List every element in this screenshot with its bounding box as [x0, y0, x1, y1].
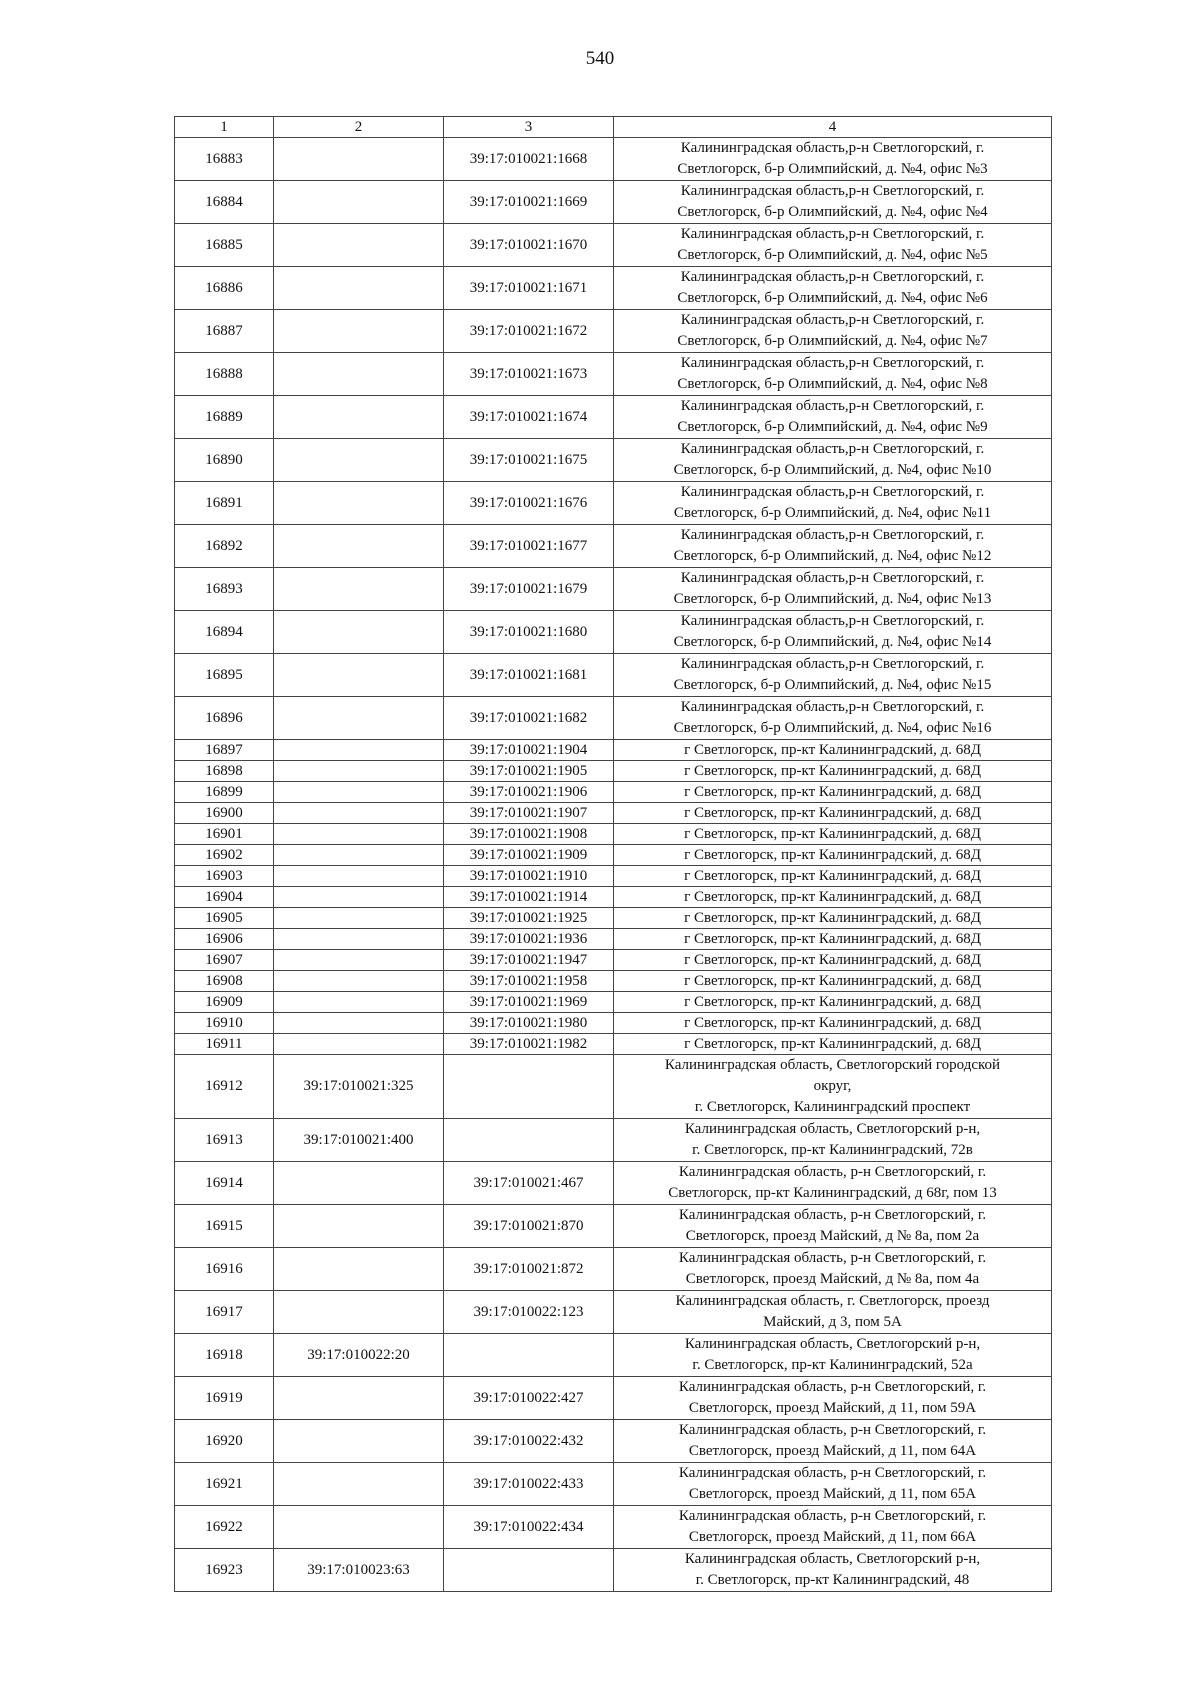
row-number-cell: 16912 — [175, 1055, 274, 1119]
address-cell: г Светлогорск, пр-кт Калининградский, д. 68Д — [614, 782, 1052, 803]
cadastral-number-cell: 39:17:010021:1925 — [444, 908, 614, 929]
row-number-cell: 16921 — [175, 1463, 274, 1506]
cadastral-number-cell: 39:17:010021:1909 — [444, 845, 614, 866]
address-cell: г Светлогорск, пр-кт Калининградский, д. 68Д — [614, 803, 1052, 824]
table-row — [175, 697, 1052, 740]
table-row — [175, 525, 1052, 568]
cadastral-number-cell — [274, 224, 444, 267]
cadastral-number-cell: 39:17:010021:1969 — [444, 992, 614, 1013]
cadastral-number-cell: 39:17:010021:1680 — [444, 611, 614, 654]
cadastral-number-cell — [274, 1205, 444, 1248]
cadastral-number-cell — [274, 1506, 444, 1549]
cadastral-number-cell — [274, 310, 444, 353]
address-cell: Калининградская область,р-н Светлогорский, г. Светлогорск, б-р Олимпийский, д. №4, офис №5 — [614, 224, 1052, 267]
table-row — [175, 310, 1052, 353]
row-number-cell: 16883 — [175, 138, 274, 181]
table-row — [175, 611, 1052, 654]
cadastral-number-cell — [274, 654, 444, 697]
cadastral-number-cell: 39:17:010021:872 — [444, 1248, 614, 1291]
cadastral-number-cell — [274, 1162, 444, 1205]
table-row — [175, 482, 1052, 525]
row-number-cell: 16888 — [175, 353, 274, 396]
cadastral-number-cell — [274, 1034, 444, 1055]
cadastral-number-cell: 39:17:010021:1676 — [444, 482, 614, 525]
cadastral-number-cell — [274, 929, 444, 950]
cadastral-number-cell: 39:17:010021:1668 — [444, 138, 614, 181]
cadastral-number-cell — [274, 138, 444, 181]
cadastral-number-cell — [274, 611, 444, 654]
row-number-cell: 16904 — [175, 887, 274, 908]
cadastral-number-cell: 39:17:010021:1671 — [444, 267, 614, 310]
table-row — [175, 1034, 1052, 1055]
cadastral-number-cell: 39:17:010021:1677 — [444, 525, 614, 568]
cadastral-number-cell — [274, 740, 444, 761]
row-number-cell: 16886 — [175, 267, 274, 310]
table-row — [175, 654, 1052, 697]
cadastral-number-cell: 39:17:010021:325 — [274, 1055, 444, 1119]
cadastral-number-cell: 39:17:010021:1682 — [444, 697, 614, 740]
address-cell: Калининградская область,р-н Светлогорский, г. Светлогорск, б-р Олимпийский, д. №4, офис №10 — [614, 439, 1052, 482]
row-number-cell: 16919 — [175, 1377, 274, 1420]
column-header: 2 — [274, 117, 444, 138]
address-cell: Калининградская область, р-н Светлогорский, г. Светлогорск, проезд Майский, д 11, пом 65А — [614, 1463, 1052, 1506]
cadastral-number-cell: 39:17:010021:1681 — [444, 654, 614, 697]
cadastral-number-cell — [274, 1463, 444, 1506]
address-cell: Калининградская область,р-н Светлогорский, г. Светлогорск, б-р Олимпийский, д. №4, офис №15 — [614, 654, 1052, 697]
cadastral-number-cell — [274, 971, 444, 992]
cadastral-number-cell — [274, 568, 444, 611]
table-row — [175, 803, 1052, 824]
row-number-cell: 16896 — [175, 697, 274, 740]
address-cell: г Светлогорск, пр-кт Калининградский, д. 68Д — [614, 845, 1052, 866]
row-number-cell: 16909 — [175, 992, 274, 1013]
row-number-cell: 16899 — [175, 782, 274, 803]
table-row — [175, 845, 1052, 866]
table-row — [175, 1549, 1052, 1592]
address-cell: Калининградская область,р-н Светлогорский, г. Светлогорск, б-р Олимпийский, д. №4, офис №16 — [614, 697, 1052, 740]
row-number-cell: 16913 — [175, 1119, 274, 1162]
cadastral-number-cell: 39:17:010021:1675 — [444, 439, 614, 482]
address-cell: Калининградская область, Светлогорский р-н, г. Светлогорск, пр-кт Калининградский, 52а — [614, 1334, 1052, 1377]
address-cell: Калининградская область, р-н Светлогорский, г. Светлогорск, проезд Майский, д № 8а, пом 2а — [614, 1205, 1052, 1248]
table-row — [175, 824, 1052, 845]
column-header: 4 — [614, 117, 1052, 138]
cadastral-number-cell: 39:17:010021:1947 — [444, 950, 614, 971]
cadastral-number-cell: 39:17:010021:1674 — [444, 396, 614, 439]
table-row — [175, 353, 1052, 396]
address-cell: Калининградская область,р-н Светлогорский, г. Светлогорск, б-р Олимпийский, д. №4, офис №7 — [614, 310, 1052, 353]
address-cell: Калининградская область,р-н Светлогорский, г. Светлогорск, б-р Олимпийский, д. №4, офис №4 — [614, 181, 1052, 224]
table-row — [175, 1055, 1052, 1119]
address-cell: Калининградская область,р-н Светлогорский, г. Светлогорск, б-р Олимпийский, д. №4, офис №9 — [614, 396, 1052, 439]
table-row — [175, 1013, 1052, 1034]
cadastral-number-cell — [274, 697, 444, 740]
cadastral-number-cell: 39:17:010022:433 — [444, 1463, 614, 1506]
cadastral-number-cell — [274, 1420, 444, 1463]
table-row — [175, 568, 1052, 611]
cadastral-number-cell — [274, 353, 444, 396]
row-number-cell: 16920 — [175, 1420, 274, 1463]
cadastral-number-cell: 39:17:010022:432 — [444, 1420, 614, 1463]
cadastral-number-cell — [274, 482, 444, 525]
registry-table-body — [175, 117, 1052, 1592]
row-number-cell: 16903 — [175, 866, 274, 887]
row-number-cell: 16901 — [175, 824, 274, 845]
cadastral-number-cell — [444, 1549, 614, 1592]
column-header: 1 — [175, 117, 274, 138]
address-cell: Калининградская область,р-н Светлогорский, г. Светлогорск, б-р Олимпийский, д. №4, офис №8 — [614, 353, 1052, 396]
cadastral-number-cell: 39:17:010021:1670 — [444, 224, 614, 267]
cadastral-number-cell: 39:17:010021:1905 — [444, 761, 614, 782]
cadastral-number-cell — [274, 1291, 444, 1334]
row-number-cell: 16900 — [175, 803, 274, 824]
address-cell: Калининградская область, р-н Светлогорский, г. Светлогорск, проезд Майский, д 11, пом 64А — [614, 1420, 1052, 1463]
table-row — [175, 1420, 1052, 1463]
cadastral-number-cell — [274, 525, 444, 568]
row-number-cell: 16884 — [175, 181, 274, 224]
address-cell: Калининградская область,р-н Светлогорский, г. Светлогорск, б-р Олимпийский, д. №4, офис №14 — [614, 611, 1052, 654]
cadastral-number-cell — [444, 1055, 614, 1119]
row-number-cell: 16891 — [175, 482, 274, 525]
row-number-cell: 16910 — [175, 1013, 274, 1034]
table-row — [175, 1205, 1052, 1248]
cadastral-number-cell: 39:17:010022:427 — [444, 1377, 614, 1420]
address-cell: г Светлогорск, пр-кт Калининградский, д. 68Д — [614, 971, 1052, 992]
address-cell: Калининградская область, Светлогорский городской округ, г. Светлогорск, Калининградский проспект — [614, 1055, 1052, 1119]
table-row — [175, 740, 1052, 761]
table-row — [175, 929, 1052, 950]
table-row — [175, 971, 1052, 992]
cadastral-number-cell: 39:17:010021:1980 — [444, 1013, 614, 1034]
cadastral-number-cell — [274, 782, 444, 803]
address-cell: Калининградская область,р-н Светлогорский, г. Светлогорск, б-р Олимпийский, д. №4, офис №11 — [614, 482, 1052, 525]
row-number-cell: 16893 — [175, 568, 274, 611]
row-number-cell: 16906 — [175, 929, 274, 950]
table-row — [175, 950, 1052, 971]
cadastral-number-cell: 39:17:010021:1910 — [444, 866, 614, 887]
row-number-cell: 16922 — [175, 1506, 274, 1549]
table-row — [175, 908, 1052, 929]
table-row — [175, 1291, 1052, 1334]
table-row — [175, 782, 1052, 803]
cadastral-number-cell: 39:17:010022:20 — [274, 1334, 444, 1377]
cadastral-number-cell — [274, 439, 444, 482]
cadastral-number-cell — [274, 887, 444, 908]
cadastral-number-cell: 39:17:010022:123 — [444, 1291, 614, 1334]
address-cell: г Светлогорск, пр-кт Калининградский, д. 68Д — [614, 887, 1052, 908]
registry-table — [174, 116, 1052, 1592]
row-number-cell: 16894 — [175, 611, 274, 654]
table-row — [175, 1377, 1052, 1420]
address-cell: Калининградская область, г. Светлогорск, проезд Майский, д 3, пом 5А — [614, 1291, 1052, 1334]
table-row — [175, 1119, 1052, 1162]
row-number-cell: 16892 — [175, 525, 274, 568]
cadastral-number-cell — [274, 845, 444, 866]
cadastral-number-cell: 39:17:010021:1669 — [444, 181, 614, 224]
address-cell: г Светлогорск, пр-кт Калининградский, д. 68Д — [614, 908, 1052, 929]
cadastral-number-cell — [274, 1377, 444, 1420]
row-number-cell: 16908 — [175, 971, 274, 992]
row-number-cell: 16887 — [175, 310, 274, 353]
address-cell: Калининградская область,р-н Светлогорский, г. Светлогорск, б-р Олимпийский, д. №4, офис №3 — [614, 138, 1052, 181]
cadastral-number-cell: 39:17:010021:1672 — [444, 310, 614, 353]
cadastral-number-cell — [274, 267, 444, 310]
address-cell: Калининградская область, р-н Светлогорский, г. Светлогорск, пр-кт Калининградский, д 68г, пом 13 — [614, 1162, 1052, 1205]
row-number-cell: 16917 — [175, 1291, 274, 1334]
row-number-cell: 16889 — [175, 396, 274, 439]
address-cell: Калининградская область,р-н Светлогорский, г. Светлогорск, б-р Олимпийский, д. №4, офис №13 — [614, 568, 1052, 611]
address-cell: Калининградская область, Светлогорский р-н, г. Светлогорск, пр-кт Калининградский, 48 — [614, 1549, 1052, 1592]
table-row — [175, 138, 1052, 181]
table-row — [175, 1248, 1052, 1291]
row-number-cell: 16898 — [175, 761, 274, 782]
row-number-cell: 16895 — [175, 654, 274, 697]
address-cell: г Светлогорск, пр-кт Калининградский, д. 68Д — [614, 1034, 1052, 1055]
cadastral-number-cell — [274, 803, 444, 824]
address-cell: г Светлогорск, пр-кт Калининградский, д. 68Д — [614, 1013, 1052, 1034]
cadastral-number-cell — [274, 824, 444, 845]
address-cell: г Светлогорск, пр-кт Калининградский, д. 68Д — [614, 866, 1052, 887]
address-cell: Калининградская область,р-н Светлогорский, г. Светлогорск, б-р Олимпийский, д. №4, офис №6 — [614, 267, 1052, 310]
row-number-cell: 16885 — [175, 224, 274, 267]
cadastral-number-cell: 39:17:010023:63 — [274, 1549, 444, 1592]
table-row — [175, 1334, 1052, 1377]
cadastral-number-cell: 39:17:010021:467 — [444, 1162, 614, 1205]
cadastral-number-cell: 39:17:010021:1673 — [444, 353, 614, 396]
cadastral-number-cell — [274, 761, 444, 782]
row-number-cell: 16914 — [175, 1162, 274, 1205]
cadastral-number-cell — [274, 396, 444, 439]
cadastral-number-cell: 39:17:010021:1982 — [444, 1034, 614, 1055]
address-cell: г Светлогорск, пр-кт Калининградский, д. 68Д — [614, 929, 1052, 950]
cadastral-number-cell: 39:17:010021:400 — [274, 1119, 444, 1162]
cadastral-number-cell — [274, 950, 444, 971]
address-cell: Калининградская область, р-н Светлогорский, г. Светлогорск, проезд Майский, д 11, пом 59А — [614, 1377, 1052, 1420]
row-number-cell: 16911 — [175, 1034, 274, 1055]
cadastral-number-cell — [274, 1013, 444, 1034]
cadastral-number-cell — [274, 866, 444, 887]
column-header: 3 — [444, 117, 614, 138]
table-row — [175, 267, 1052, 310]
cadastral-number-cell: 39:17:010021:870 — [444, 1205, 614, 1248]
cadastral-number-cell: 39:17:010021:1908 — [444, 824, 614, 845]
cadastral-number-cell: 39:17:010021:1936 — [444, 929, 614, 950]
address-cell: г Светлогорск, пр-кт Калининградский, д. 68Д — [614, 761, 1052, 782]
cadastral-number-cell: 39:17:010021:1679 — [444, 568, 614, 611]
cadastral-number-cell — [444, 1119, 614, 1162]
address-cell: г Светлогорск, пр-кт Калининградский, д. 68Д — [614, 740, 1052, 761]
table-row — [175, 992, 1052, 1013]
table-row — [175, 1162, 1052, 1205]
table-row — [175, 439, 1052, 482]
row-number-cell: 16907 — [175, 950, 274, 971]
table-row — [175, 396, 1052, 439]
row-number-cell: 16918 — [175, 1334, 274, 1377]
table-row — [175, 1506, 1052, 1549]
row-number-cell: 16905 — [175, 908, 274, 929]
cadastral-number-cell — [274, 1248, 444, 1291]
table-row — [175, 887, 1052, 908]
address-cell: г Светлогорск, пр-кт Калининградский, д. 68Д — [614, 824, 1052, 845]
table-row — [175, 224, 1052, 267]
cadastral-number-cell: 39:17:010021:1904 — [444, 740, 614, 761]
address-cell: г Светлогорск, пр-кт Калининградский, д. 68Д — [614, 992, 1052, 1013]
cadastral-number-cell — [274, 181, 444, 224]
table-row — [175, 761, 1052, 782]
row-number-cell: 16890 — [175, 439, 274, 482]
row-number-cell: 16897 — [175, 740, 274, 761]
table-row — [175, 1463, 1052, 1506]
row-number-cell: 16902 — [175, 845, 274, 866]
cadastral-number-cell: 39:17:010021:1958 — [444, 971, 614, 992]
table-row — [175, 866, 1052, 887]
row-number-cell: 16916 — [175, 1248, 274, 1291]
cadastral-number-cell — [274, 992, 444, 1013]
header-row — [175, 117, 1052, 138]
page-number: 540 — [585, 48, 615, 69]
cadastral-number-cell: 39:17:010021:1914 — [444, 887, 614, 908]
cadastral-number-cell — [274, 908, 444, 929]
row-number-cell: 16923 — [175, 1549, 274, 1592]
address-cell: г Светлогорск, пр-кт Калининградский, д. 68Д — [614, 950, 1052, 971]
cadastral-number-cell — [444, 1334, 614, 1377]
row-number-cell: 16915 — [175, 1205, 274, 1248]
address-cell: Калининградская область, р-н Светлогорский, г. Светлогорск, проезд Майский, д 11, пом 66А — [614, 1506, 1052, 1549]
address-cell: Калининградская область, Светлогорский р-н, г. Светлогорск, пр-кт Калининградский, 72в — [614, 1119, 1052, 1162]
cadastral-number-cell: 39:17:010022:434 — [444, 1506, 614, 1549]
address-cell: Калининградская область, р-н Светлогорский, г. Светлогорск, проезд Майский, д № 8а, пом 4а — [614, 1248, 1052, 1291]
table-row — [175, 181, 1052, 224]
cadastral-number-cell: 39:17:010021:1907 — [444, 803, 614, 824]
address-cell: Калининградская область,р-н Светлогорский, г. Светлогорск, б-р Олимпийский, д. №4, офис №12 — [614, 525, 1052, 568]
cadastral-number-cell: 39:17:010021:1906 — [444, 782, 614, 803]
